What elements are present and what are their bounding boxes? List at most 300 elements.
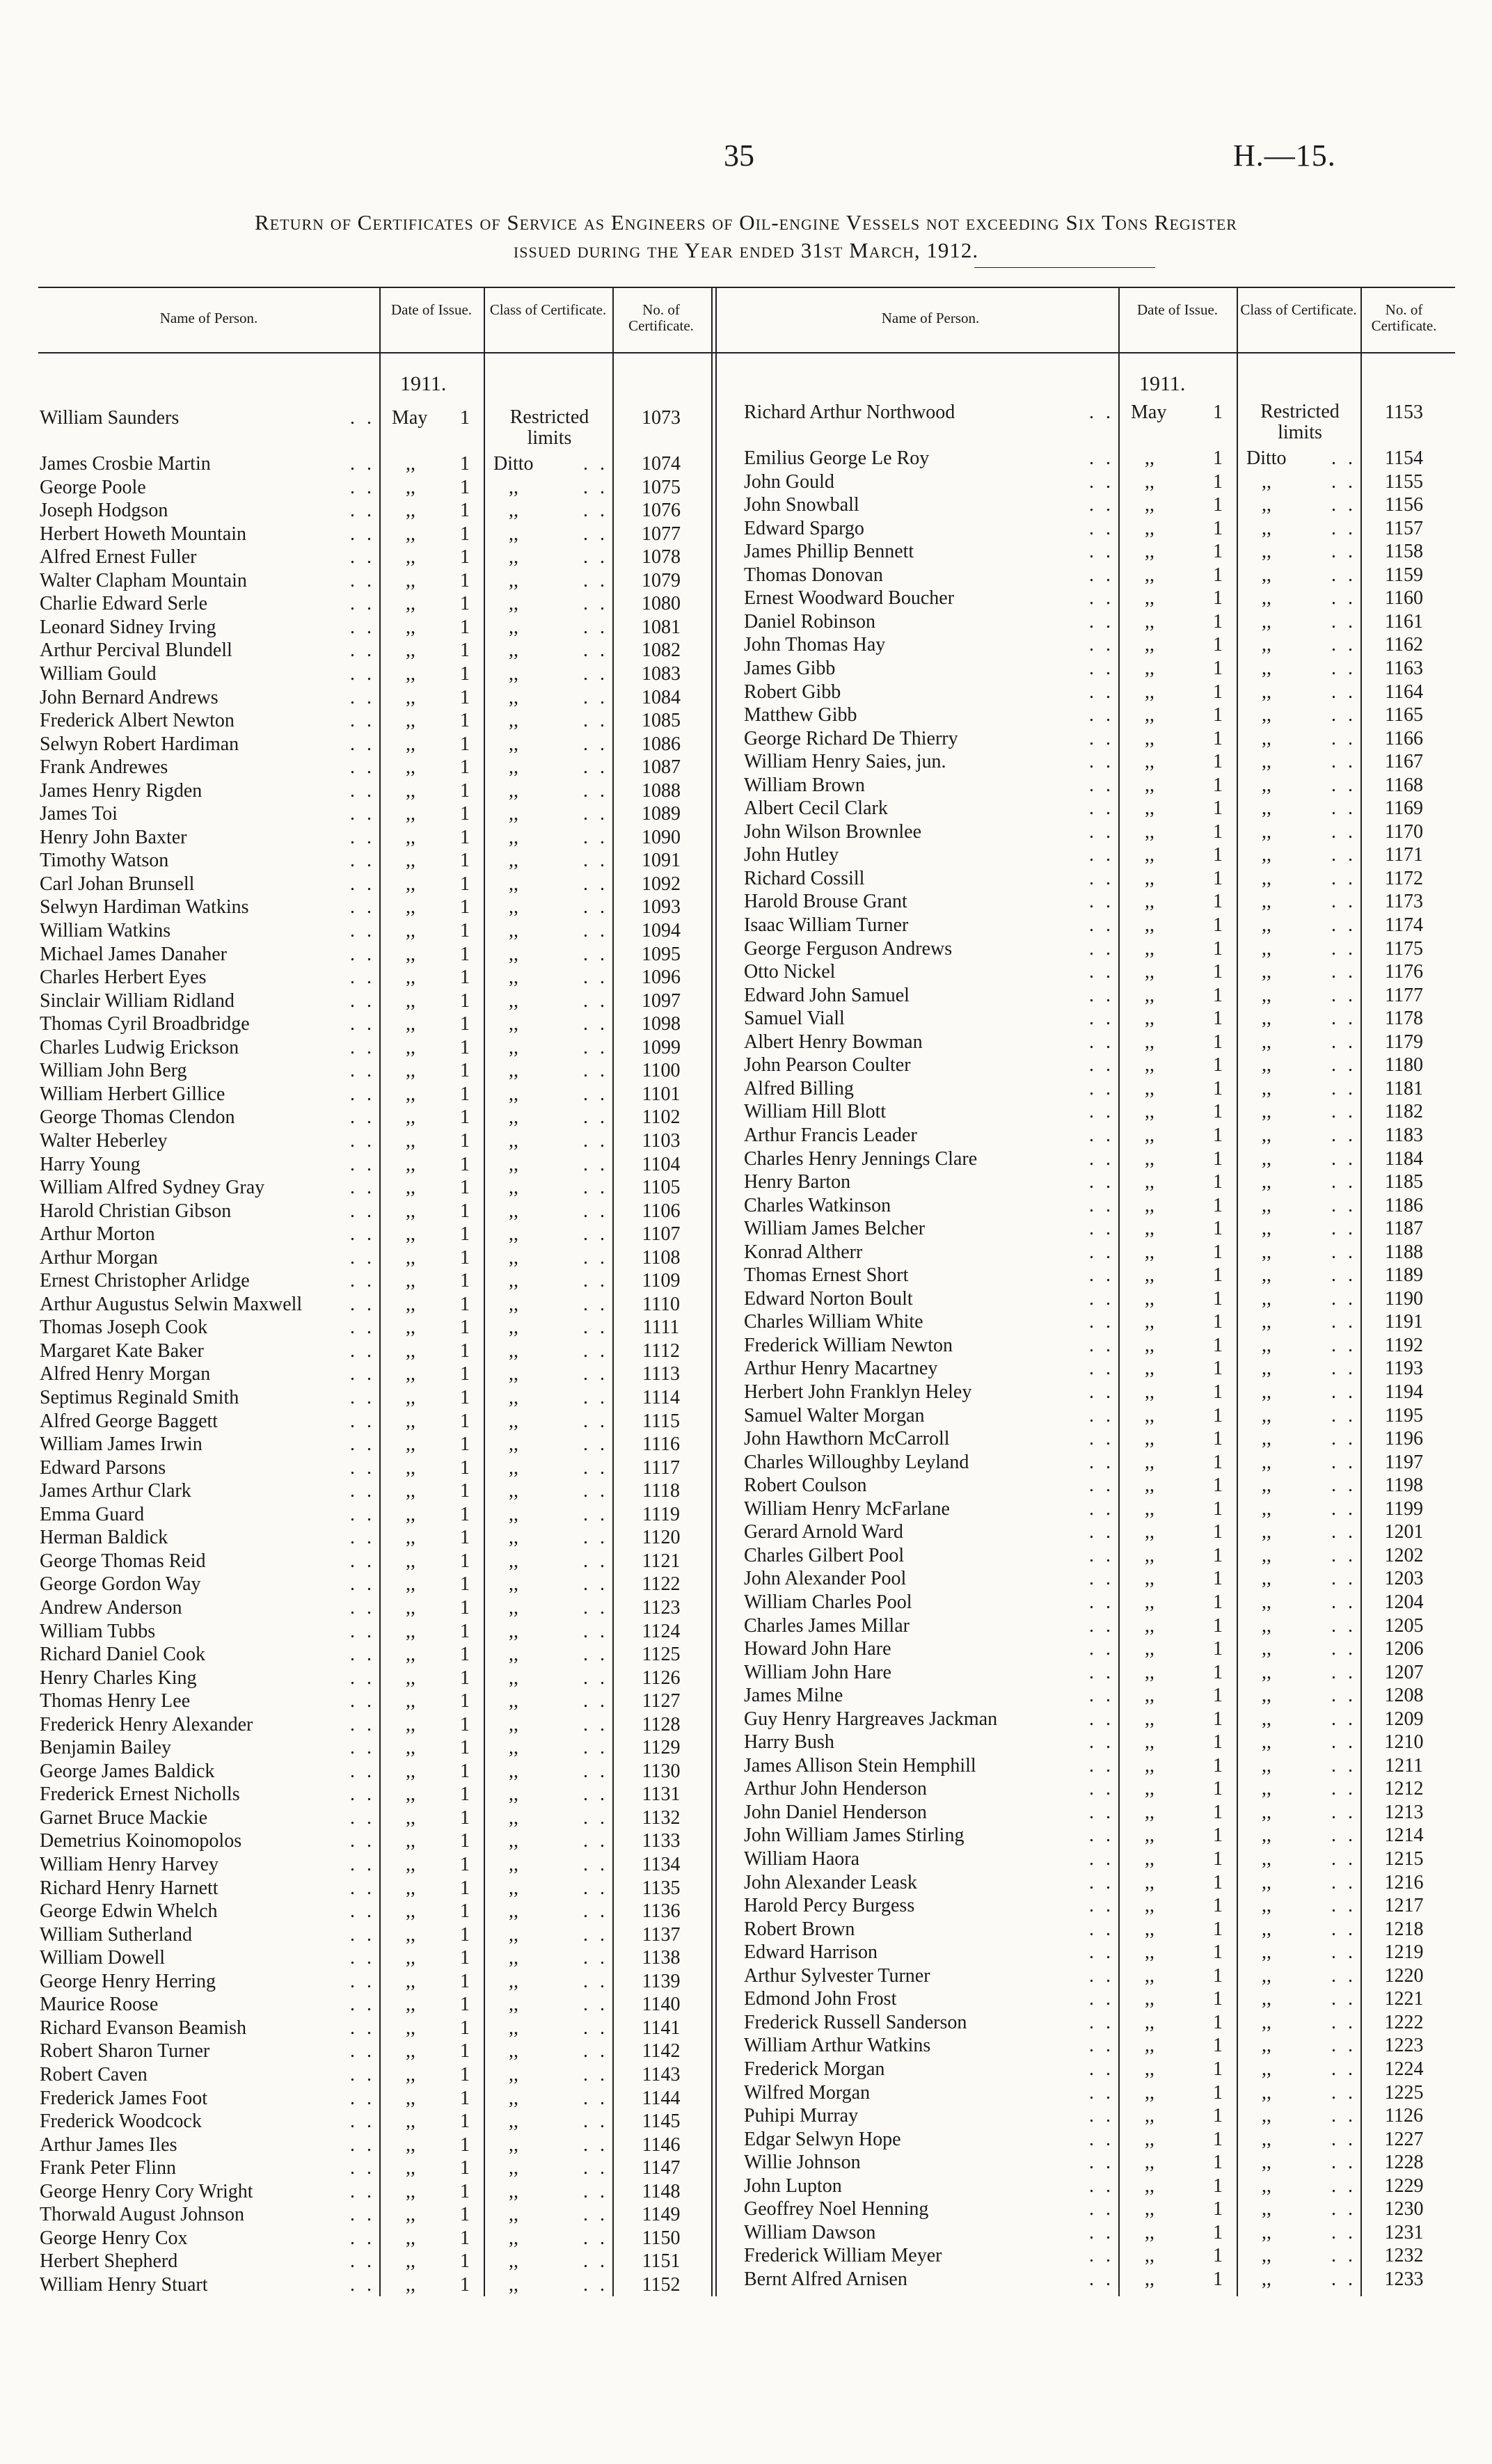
leader-dots: . . <box>350 756 375 779</box>
certificate-class-ditto: ,, <box>509 1783 518 1806</box>
certificate-number: 1078 <box>642 546 681 569</box>
leader-dots: . . <box>1331 1848 1356 1870</box>
issue-day: 1 <box>1213 447 1223 469</box>
certificate-number: 1206 <box>1384 1638 1424 1660</box>
person-name: Charles Watkinson <box>744 1194 891 1216</box>
certificate-class-ditto: ,, <box>509 662 518 685</box>
leader-dots: . . <box>1331 1685 1356 1707</box>
certificate-class-ditto: ,, <box>1262 1638 1271 1660</box>
leader-dots: . . <box>1331 797 1356 820</box>
certificate-number: 1174 <box>1385 914 1423 936</box>
certificate-class-ditto: ,, <box>1262 2081 1271 2104</box>
leader-dots: . . <box>583 2250 608 2273</box>
right-column-rule <box>1118 287 1120 2296</box>
certificate-number: 1172 <box>1385 867 1423 889</box>
leader-dots: . . <box>350 569 375 591</box>
person-name: Leonard Sidney Irving <box>40 616 216 638</box>
leader-dots: . . <box>350 1153 375 1175</box>
certificate-number: 1231 <box>1384 2221 1424 2243</box>
person-name: Richard Evanson Beamish <box>40 2017 247 2039</box>
header-certificate-number: No. of Certificate. <box>1371 301 1437 334</box>
certificate-number: 1113 <box>642 1363 680 1385</box>
issue-date-ditto: ,, <box>406 1596 415 1619</box>
leader-dots: . . <box>583 662 608 685</box>
certificate-number: 1157 <box>1385 517 1423 539</box>
left-column-rule <box>612 287 614 2296</box>
issue-date-ditto: ,, <box>406 546 415 569</box>
certificate-class-ditto: ,, <box>1262 891 1271 913</box>
certificate-number: 1171 <box>1385 844 1423 866</box>
issue-date-ditto: ,, <box>406 1854 415 1875</box>
certificate-class-ditto: ,, <box>509 1806 518 1829</box>
certificate-number: 1090 <box>642 826 681 848</box>
certificate-number: 1156 <box>1385 494 1423 516</box>
leader-dots: . . <box>350 1550 375 1572</box>
person-name: William Haora <box>744 1848 860 1870</box>
certificate-class-ditto: ,, <box>509 756 518 779</box>
issue-day: 1 <box>1213 1358 1223 1380</box>
issue-date-ditto: ,, <box>406 1620 415 1642</box>
leader-dots: . . <box>583 873 608 895</box>
issue-day: 1 <box>460 873 470 895</box>
leader-dots: . . <box>583 2157 608 2179</box>
certificate-number: 1168 <box>1385 774 1423 796</box>
person-name: Charles Herbert Eyes <box>40 967 207 989</box>
leader-dots: . . <box>583 850 608 872</box>
leader-dots: . . <box>350 2133 375 2156</box>
issue-day: 1 <box>460 1013 470 1035</box>
leader-dots: . . <box>1089 1358 1114 1380</box>
issue-date-ditto: ,, <box>1145 657 1154 679</box>
issue-day: 1 <box>460 1620 470 1642</box>
issue-day: 1 <box>1213 844 1223 866</box>
table-top-rule <box>38 287 1455 288</box>
person-name: Herbert Shepherd <box>40 2250 178 2273</box>
leader-dots: . . <box>583 1877 608 1899</box>
person-name: Frederick Woodcock <box>40 2111 202 2133</box>
certificate-number: 1222 <box>1384 2011 1424 2033</box>
leader-dots: . . <box>583 803 608 825</box>
issue-day: 1 <box>460 1550 470 1572</box>
issue-date-ditto: ,, <box>1145 1497 1154 1520</box>
leader-dots: . . <box>1331 517 1356 539</box>
certificate-class-ditto: ,, <box>1262 820 1271 843</box>
issue-date-ditto: ,, <box>1145 1614 1154 1637</box>
person-name: John Alexander Pool <box>744 1568 907 1590</box>
issue-date-ditto: ,, <box>1145 937 1154 960</box>
issue-date-ditto: ,, <box>406 1923 415 1946</box>
certificate-class-ditto: ,, <box>509 1690 518 1712</box>
certificate-class-ditto: ,, <box>1262 2152 1271 2174</box>
leader-dots: . . <box>583 2273 608 2296</box>
certificate-number: 1126 <box>642 1667 681 1689</box>
issue-day: 1 <box>460 1270 470 1292</box>
certificate-class-ditto: ,, <box>509 1970 518 1992</box>
issue-day: 1 <box>1213 1825 1223 1847</box>
leader-dots: . . <box>583 453 608 475</box>
person-name: Ernest Christopher Arlidge <box>40 1270 250 1292</box>
leader-dots: . . <box>1089 2058 1114 2080</box>
leader-dots: . . <box>1331 1941 1356 1964</box>
issue-day: 1 <box>1213 1241 1223 1263</box>
issue-day: 1 <box>1213 1381 1223 1403</box>
issue-day: 1 <box>460 1200 470 1222</box>
issue-day: 1 <box>1213 2221 1223 2243</box>
certificate-number: 1164 <box>1385 681 1423 703</box>
certificate-number: 1161 <box>1385 610 1423 633</box>
issue-date-ditto: ,, <box>406 662 415 685</box>
issue-day: 1 <box>1213 1451 1223 1473</box>
leader-dots: . . <box>1089 1731 1114 1754</box>
issue-day: 1 <box>1213 681 1223 703</box>
issue-day: 1 <box>460 1340 470 1362</box>
leader-dots: . . <box>583 2227 608 2249</box>
issue-date-ditto: ,, <box>406 1106 415 1129</box>
certificate-number: 1158 <box>1385 541 1423 563</box>
leader-dots: . . <box>1331 2198 1356 2220</box>
issue-date-ditto: ,, <box>406 2204 415 2226</box>
leader-dots: . . <box>350 1783 375 1806</box>
certificate-class-ditto: ,, <box>509 1667 518 1689</box>
issue-date-ditto: ,, <box>406 1410 415 1432</box>
person-name: Selwyn Hardiman Watkins <box>40 896 249 919</box>
certificate-number: 1114 <box>642 1387 680 1408</box>
issue-day: 1 <box>1213 2011 1223 2033</box>
certificate-number: 1217 <box>1384 1895 1424 1917</box>
person-name: Richard Arthur Northwood <box>744 402 955 423</box>
issue-day: 1 <box>460 1177 470 1199</box>
person-name: Benjamin Bailey <box>40 1737 171 1759</box>
leader-dots: . . <box>1331 2011 1356 2033</box>
issue-date-ditto: ,, <box>406 1129 415 1152</box>
leader-dots: . . <box>583 2063 608 2085</box>
certificate-number: 1183 <box>1385 1124 1423 1146</box>
issue-day: 1 <box>460 1854 470 1875</box>
issue-day: 1 <box>1213 634 1223 656</box>
certificate-class-ditto: ,, <box>509 1153 518 1175</box>
leader-dots: . . <box>1331 494 1356 516</box>
person-name: Frederick Ernest Nicholls <box>40 1783 240 1806</box>
leader-dots: . . <box>1331 2035 1356 2057</box>
certificate-class-ditto: ,, <box>1262 1708 1271 1730</box>
certificate-number: 1108 <box>642 1246 681 1269</box>
certificate-class-ditto: ,, <box>509 920 518 941</box>
issue-day: 1 <box>1213 1334 1223 1356</box>
issue-date-ditto: ,, <box>406 873 415 895</box>
person-name: John Hutley <box>744 844 839 866</box>
leader-dots: . . <box>1089 914 1114 936</box>
leader-dots: . . <box>1089 2198 1114 2220</box>
leader-dots: . . <box>1331 1287 1356 1310</box>
certificate-class-ditto: ,, <box>1262 634 1271 656</box>
leader-dots: . . <box>1089 1171 1114 1193</box>
certificate-number: 1116 <box>642 1433 680 1456</box>
issue-day: 1 <box>460 1246 470 1269</box>
issue-day: 1 <box>1213 470 1223 493</box>
issue-date-ditto: ,, <box>1145 1404 1154 1426</box>
issue-date-ditto: ,, <box>406 920 415 941</box>
leader-dots: . . <box>350 1713 375 1735</box>
certificate-number: 1182 <box>1385 1101 1423 1123</box>
certificate-class-ditto: ,, <box>509 1527 518 1549</box>
leader-dots: . . <box>1089 1685 1114 1707</box>
leader-dots: . . <box>1331 704 1356 726</box>
issue-date-ditto: ,, <box>406 1177 415 1199</box>
issue-day: 1 <box>460 1433 470 1456</box>
certificate-number: 1084 <box>642 686 681 708</box>
certificate-number: 1214 <box>1384 1825 1424 1847</box>
certificate-number: 1230 <box>1384 2198 1424 2220</box>
leader-dots: . . <box>1331 1147 1356 1170</box>
issue-date-ditto: ,, <box>406 1644 415 1666</box>
leader-dots: . . <box>1331 1871 1356 1893</box>
issue-date-ditto: ,, <box>1145 2058 1154 2080</box>
right-column-rule <box>1360 287 1362 2296</box>
leader-dots: . . <box>1089 1568 1114 1590</box>
issue-day: 1 <box>460 1293 470 1315</box>
issue-date-ditto: ,, <box>1145 751 1154 773</box>
person-name: Henry Barton <box>744 1171 851 1193</box>
leader-dots: . . <box>1089 1218 1114 1240</box>
leader-dots: . . <box>350 1410 375 1432</box>
leader-dots: . . <box>350 710 375 732</box>
leader-dots: . . <box>1089 1871 1114 1893</box>
leader-dots: . . <box>583 1644 608 1666</box>
person-name: Charles James Millar <box>744 1614 910 1637</box>
leader-dots: . . <box>350 639 375 662</box>
issue-date-ditto: ,, <box>1145 1941 1154 1964</box>
certificate-class-ditto: ,, <box>509 2273 518 2296</box>
leader-dots: . . <box>583 686 608 708</box>
issue-day: 1 <box>460 569 470 591</box>
issue-date-ditto: ,, <box>406 2157 415 2179</box>
certificate-number: 1149 <box>642 2204 681 2226</box>
issue-day: 1 <box>1213 2152 1223 2174</box>
issue-date-ditto: ,, <box>1145 961 1154 983</box>
leader-dots: . . <box>1331 984 1356 1006</box>
issue-date-ditto: ,, <box>1145 844 1154 866</box>
issue-date-ditto: ,, <box>406 1340 415 1362</box>
person-name: Ernest Woodward Boucher <box>744 587 955 610</box>
issue-day: 1 <box>460 1806 470 1829</box>
issue-day: 1 <box>460 1503 470 1525</box>
certificate-class-ditto: ,, <box>509 2087 518 2109</box>
certificate-class-ditto: ,, <box>509 1106 518 1129</box>
issue-day: 1 <box>1213 657 1223 679</box>
issue-date-ditto: ,, <box>1145 1544 1154 1566</box>
issue-day: 1 <box>1213 1544 1223 1566</box>
certificate-class-ditto: ,, <box>509 896 518 919</box>
certificate-class-ditto: ,, <box>509 1013 518 1035</box>
person-name: Willie Johnson <box>744 2152 861 2174</box>
certificate-number: 1170 <box>1385 820 1423 843</box>
leader-dots: . . <box>1331 891 1356 913</box>
leader-dots: . . <box>1331 1568 1356 1590</box>
issue-month: May <box>1131 402 1167 423</box>
leader-dots: . . <box>583 1994 608 2016</box>
person-name: George Henry Cox <box>40 2227 188 2249</box>
issue-date-ditto: ,, <box>1145 587 1154 610</box>
issue-date-ditto: ,, <box>1145 2221 1154 2243</box>
leader-dots: . . <box>583 2204 608 2226</box>
certificate-class-ditto: ,, <box>1262 1731 1271 1754</box>
leader-dots: . . <box>1089 844 1114 866</box>
leader-dots: . . <box>583 593 608 615</box>
leader-dots: . . <box>1331 447 1356 469</box>
person-name: Edgar Selwyn Hope <box>744 2128 901 2150</box>
leader-dots: . . <box>583 616 608 638</box>
certificate-class-ditto: ,, <box>1262 961 1271 983</box>
issue-date-ditto: ,, <box>406 1970 415 1992</box>
certificate-class-ditto: ,, <box>509 1573 518 1596</box>
certificate-number: 1126 <box>1385 2105 1423 2127</box>
certificate-number: 1225 <box>1384 2081 1424 2104</box>
person-name: George Edwin Whelch <box>40 1900 218 1923</box>
leader-dots: . . <box>350 1994 375 2016</box>
issue-date-ditto: ,, <box>406 803 415 825</box>
certificate-number: 1142 <box>642 2040 681 2062</box>
issue-day: 1 <box>1213 1428 1223 1450</box>
certificate-number: 1076 <box>642 500 681 522</box>
leader-dots: . . <box>1331 1381 1356 1403</box>
leader-dots: . . <box>1089 2128 1114 2150</box>
issue-date-ditto: ,, <box>1145 867 1154 889</box>
leader-dots: . . <box>1331 541 1356 563</box>
person-name: Puhipi Murray <box>744 2105 859 2127</box>
certificate-number: 1184 <box>1385 1147 1423 1170</box>
certificate-class-ditto: ,, <box>509 2227 518 2249</box>
certificate-class-ditto: ,, <box>1262 470 1271 493</box>
issue-day: 1 <box>1213 1638 1223 1660</box>
issue-date-ditto: ,, <box>1145 1054 1154 1076</box>
leader-dots: . . <box>350 1317 375 1339</box>
issue-day: 1 <box>1213 1404 1223 1426</box>
certificate-class: Restricted limits <box>1260 401 1340 443</box>
leader-dots: . . <box>1331 2081 1356 2104</box>
certificate-number: 1128 <box>642 1713 681 1735</box>
issue-date-ditto: ,, <box>406 826 415 848</box>
issue-day: 1 <box>1213 937 1223 960</box>
issue-day: 1 <box>1213 2128 1223 2150</box>
issue-day: 1 <box>1213 727 1223 749</box>
person-name: William Hill Blott <box>744 1101 887 1123</box>
issue-day: 1 <box>1213 820 1223 843</box>
person-name: Edward John Samuel <box>744 984 910 1006</box>
issue-date-ditto: ,, <box>1145 1008 1154 1030</box>
leader-dots: . . <box>1089 774 1114 796</box>
issue-day: 1 <box>460 593 470 615</box>
leader-dots: . . <box>350 1293 375 1315</box>
certificate-class-ditto: ,, <box>1262 1661 1271 1683</box>
issue-date-ditto: ,, <box>1145 2152 1154 2174</box>
leader-dots: . . <box>583 1363 608 1385</box>
certificate-class-ditto: ,, <box>509 2157 518 2179</box>
leader-dots: . . <box>1331 1801 1356 1823</box>
issue-date-ditto: ,, <box>1145 517 1154 539</box>
leader-dots: . . <box>1331 2058 1356 2080</box>
leader-dots: . . <box>350 1620 375 1642</box>
header-name-of-person: Name of Person. <box>881 310 980 326</box>
leader-dots: . . <box>350 2204 375 2226</box>
certificate-class-ditto: ,, <box>1262 1124 1271 1146</box>
leader-dots: . . <box>350 453 375 475</box>
issue-day: 1 <box>1213 1895 1223 1917</box>
person-name: Frederick Albert Newton <box>40 710 235 732</box>
certificate-class-ditto: ,, <box>1262 751 1271 773</box>
person-name: Charles Willoughby Leyland <box>744 1451 969 1473</box>
person-name: Frederick Henry Alexander <box>40 1713 253 1735</box>
issue-day: 1 <box>1213 2245 1223 2267</box>
issue-day: 1 <box>460 1387 470 1408</box>
certificate-number: 1111 <box>642 1317 680 1339</box>
title-line-1: Return of Certificates of Service as Engineers of Oil-engine Vessels not exceeding Six Tons Register <box>255 210 1237 235</box>
certificate-class-ditto: ,, <box>1262 1544 1271 1566</box>
certificate-class-ditto: ,, <box>1262 657 1271 679</box>
certificate-number: 1086 <box>642 733 681 755</box>
issue-day: 1 <box>460 2157 470 2179</box>
leader-dots: . . <box>350 967 375 989</box>
person-name: Arthur Sylvester Turner <box>744 1964 930 1987</box>
person-name: Emilius George Le Roy <box>744 447 930 469</box>
leader-dots: . . <box>350 686 375 708</box>
certificate-number: 1122 <box>642 1573 681 1596</box>
issue-date-ditto: ,, <box>406 2250 415 2273</box>
certificate-class-ditto: ,, <box>1262 2035 1271 2057</box>
person-name: George Thomas Clendon <box>40 1106 235 1129</box>
issue-date-ditto: ,, <box>1145 1264 1154 1287</box>
issue-date-ditto: ,, <box>1145 681 1154 703</box>
person-name: Samuel Viall <box>744 1008 845 1030</box>
person-name: Gerard Arnold Ward <box>744 1521 903 1543</box>
person-name: William Henry Saies, jun. <box>744 751 946 773</box>
certificate-number: 1190 <box>1385 1287 1423 1310</box>
certificate-number: 1201 <box>1384 1521 1424 1543</box>
certificate-number: 1169 <box>1385 797 1423 820</box>
header-class-of-certificate: Class of Certificate. <box>489 301 607 318</box>
person-name: John William James Stirling <box>744 1825 965 1847</box>
leader-dots: . . <box>1331 657 1356 679</box>
issue-date-ditto: ,, <box>406 943 415 965</box>
certificate-number: 1135 <box>642 1877 681 1899</box>
person-name: Henry Charles King <box>40 1667 197 1689</box>
leader-dots: . . <box>1331 1778 1356 1800</box>
person-name: Herbert John Franklyn Heley <box>744 1381 972 1403</box>
leader-dots: . . <box>1089 402 1114 423</box>
issue-date-ditto: ,, <box>406 639 415 662</box>
certificate-number: 1175 <box>1385 937 1423 960</box>
certificate-number: 1137 <box>642 1923 681 1946</box>
leader-dots: . . <box>583 1317 608 1339</box>
leader-dots: . . <box>350 546 375 569</box>
leader-dots: . . <box>350 1456 375 1479</box>
certificate-class-ditto: ,, <box>1262 1264 1271 1287</box>
leader-dots: . . <box>1089 634 1114 656</box>
issue-date-ditto: ,, <box>406 1994 415 2016</box>
leader-dots: . . <box>583 1036 608 1058</box>
right-column-rule <box>1237 287 1238 2296</box>
issue-day: 1 <box>460 2273 470 2296</box>
leader-dots: . . <box>583 1387 608 1408</box>
certificate-class-ditto: ,, <box>509 1947 518 1969</box>
issue-day: 1 <box>460 1456 470 1479</box>
person-name: John Pearson Coulter <box>744 1054 911 1076</box>
issue-date-ditto: ,, <box>406 1223 415 1246</box>
issue-date-ditto: ,, <box>1145 2128 1154 2150</box>
issue-day: 1 <box>1213 1731 1223 1754</box>
leader-dots: . . <box>350 407 375 429</box>
leader-dots: . . <box>1331 727 1356 749</box>
issue-date-ditto: ,, <box>406 989 415 1012</box>
